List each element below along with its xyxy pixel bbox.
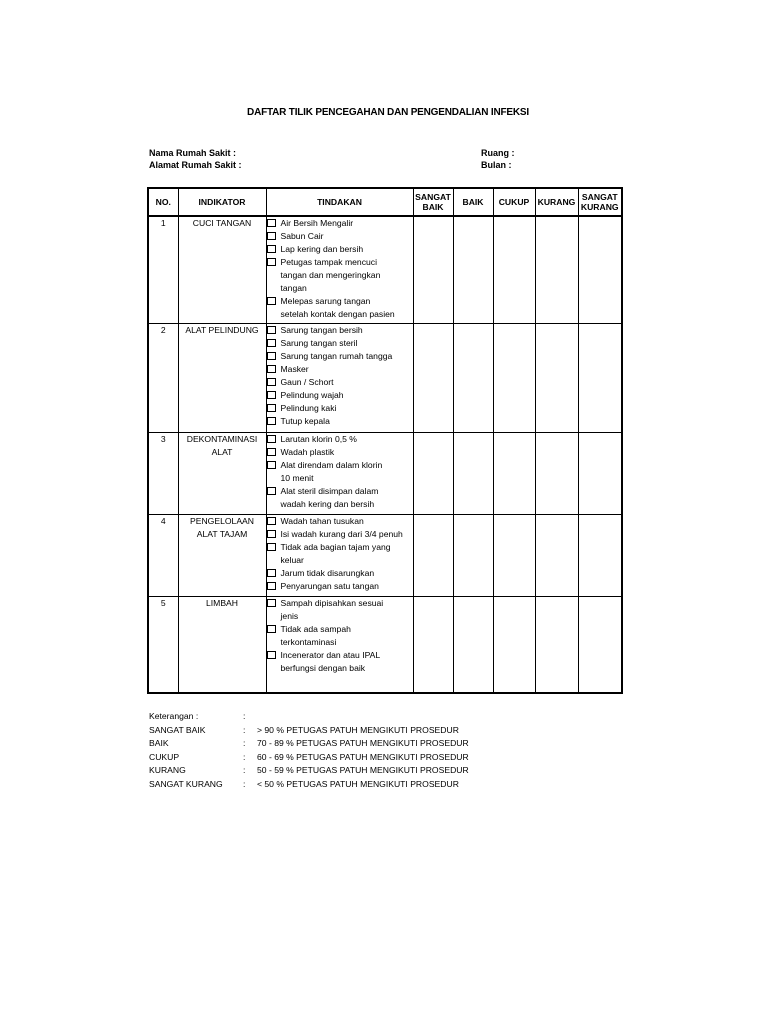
score-cell-kurang[interactable] xyxy=(535,515,578,597)
score-cell-baik[interactable] xyxy=(453,433,493,515)
legend-label: CUKUP xyxy=(149,751,180,762)
tindakan-label: Melepas sarung tangan setelah kontak dengan pasien xyxy=(280,296,395,319)
score-cell-sangat-baik[interactable] xyxy=(413,597,453,694)
score-cell-sangat-kurang[interactable] xyxy=(578,597,622,694)
legend-label: BAIK xyxy=(149,738,169,748)
nama-rumah-sakit-label: Nama Rumah Sakit : xyxy=(149,148,237,158)
legend-colon: : xyxy=(243,738,246,748)
tindakan-label: Gaun / Schort xyxy=(280,377,334,387)
checkbox-icon[interactable] xyxy=(267,517,276,525)
score-cell-cukup[interactable] xyxy=(493,597,535,694)
row-tindakan xyxy=(266,324,413,433)
checkbox-icon[interactable] xyxy=(267,651,276,659)
tindakan-item xyxy=(267,350,413,363)
checkbox-icon[interactable] xyxy=(267,435,276,443)
checkbox-icon[interactable] xyxy=(267,326,276,334)
score-cell-baik[interactable] xyxy=(453,597,493,694)
tindakan-label: Alat direndam dalam klorin 10 menit xyxy=(280,460,383,483)
score-cell-cukup[interactable] xyxy=(493,433,535,515)
row-indikator: DEKONTAMINASI ALAT xyxy=(178,433,266,515)
tindakan-item xyxy=(267,485,413,511)
tindakan-item xyxy=(267,567,413,580)
score-cell-baik[interactable] xyxy=(453,324,493,433)
legend-item xyxy=(149,737,469,751)
checkbox-icon[interactable] xyxy=(267,352,276,360)
tindakan-label: Lap kering dan bersih xyxy=(280,244,364,254)
tindakan-item xyxy=(267,230,413,243)
score-cell-cukup[interactable] xyxy=(493,515,535,597)
legend-item xyxy=(149,751,469,765)
row-tindakan xyxy=(266,597,413,694)
tindakan-item xyxy=(267,256,413,295)
score-cell-sangat-kurang[interactable] xyxy=(578,216,622,324)
ruang-label: Ruang : xyxy=(481,148,515,158)
legend-colon: : xyxy=(243,778,246,789)
score-cell-kurang[interactable] xyxy=(535,597,578,694)
col-header-tindakan: TINDAKAN xyxy=(266,188,413,216)
checkbox-icon[interactable] xyxy=(267,378,276,386)
tindakan-item xyxy=(267,217,413,230)
tindakan-item xyxy=(267,243,413,256)
tindakan-label: Jarum tidak disarungkan xyxy=(280,568,375,578)
tindakan-label: Sabun Cair xyxy=(280,231,324,241)
legend-label: KURANG xyxy=(149,765,186,775)
tindakan-label: Tidak ada bagian tajam yang keluar xyxy=(280,542,391,565)
score-cell-baik[interactable] xyxy=(453,515,493,597)
table-row xyxy=(148,216,622,324)
checkbox-icon[interactable] xyxy=(267,365,276,373)
tindakan-item xyxy=(267,415,413,428)
bulan-label: Bulan : xyxy=(481,160,512,170)
legend-item xyxy=(149,764,469,778)
legend-label: SANGAT KURANG xyxy=(149,778,223,789)
tindakan-item xyxy=(267,446,413,459)
score-cell-sangat-kurang[interactable] xyxy=(578,515,622,597)
tindakan-label: Petugas tampak mencuci tangan dan mengeringkan tangan xyxy=(280,257,381,293)
tindakan-label: Wadah plastik xyxy=(280,447,335,457)
col-header-kurang: KURANG xyxy=(535,188,578,216)
tindakan-label: Alat steril disimpan dalam wadah kering dan bersih xyxy=(280,486,379,509)
tindakan-label: Wadah tahan tusukan xyxy=(280,516,364,526)
tindakan-item xyxy=(267,649,413,675)
tindakan-item xyxy=(267,623,413,649)
checkbox-icon[interactable] xyxy=(267,543,276,551)
checkbox-icon[interactable] xyxy=(267,582,276,590)
legend xyxy=(149,710,469,791)
col-header-baik: BAIK xyxy=(453,188,493,216)
legend-title: Keterangan : xyxy=(149,711,199,721)
checkbox-icon[interactable] xyxy=(267,219,276,227)
score-cell-cukup[interactable] xyxy=(493,324,535,433)
checkbox-icon[interactable] xyxy=(267,625,276,633)
col-header-cukup: CUKUP xyxy=(493,188,535,216)
tindakan-item xyxy=(267,515,413,528)
checkbox-icon[interactable] xyxy=(267,530,276,538)
tindakan-item xyxy=(267,295,413,321)
row-number: 1 xyxy=(148,216,178,324)
legend-item xyxy=(149,778,469,792)
tindakan-label: Isi wadah kurang dari 3/4 penuh xyxy=(280,529,403,539)
tindakan-label: Tidak ada sampah terkontaminasi xyxy=(280,624,351,647)
row-indikator: LIMBAH xyxy=(178,597,266,694)
row-number: 3 xyxy=(148,433,178,515)
score-cell-sangat-baik[interactable] xyxy=(413,216,453,324)
tindakan-item xyxy=(267,459,413,485)
legend-colon: : xyxy=(243,751,246,762)
checkbox-icon[interactable] xyxy=(267,404,276,412)
legend-title-row xyxy=(149,710,469,724)
col-header-sangat-baik: SANGAT BAIK xyxy=(413,188,453,216)
checkbox-icon[interactable] xyxy=(267,599,276,607)
legend-value: 60 - 69 % PETUGAS PATUH MENGIKUTI PROSEDUR xyxy=(257,751,469,762)
checkbox-icon[interactable] xyxy=(267,448,276,456)
table-row xyxy=(148,324,622,433)
tindakan-item xyxy=(267,363,413,376)
legend-item xyxy=(149,724,469,738)
legend-items xyxy=(149,724,469,792)
row-indikator: PENGELOLAAN ALAT TAJAM xyxy=(178,515,266,597)
row-number: 5 xyxy=(148,597,178,694)
tindakan-label: Pelindung kaki xyxy=(280,403,337,413)
checkbox-icon[interactable] xyxy=(267,487,276,495)
score-cell-kurang[interactable] xyxy=(535,324,578,433)
document-title: DAFTAR TILIK PENCEGAHAN DAN PENGENDALIAN INFEKSI xyxy=(247,107,529,118)
header-left xyxy=(149,147,242,171)
row-tindakan xyxy=(266,515,413,597)
tindakan-item xyxy=(267,541,413,567)
header-right xyxy=(481,147,515,171)
score-cell-sangat-kurang[interactable] xyxy=(578,433,622,515)
checkbox-icon[interactable] xyxy=(267,245,276,253)
checkbox-icon[interactable] xyxy=(267,417,276,425)
tindakan-item xyxy=(267,580,413,593)
tindakan-label: Sarung tangan rumah tangga xyxy=(280,351,393,361)
checkbox-icon[interactable] xyxy=(267,391,276,399)
legend-title-colon: : xyxy=(243,711,246,721)
tindakan-item xyxy=(267,433,413,446)
legend-value: < 50 % PETUGAS PATUH MENGIKUTI PROSEDUR xyxy=(257,778,459,789)
checkbox-icon[interactable] xyxy=(267,297,276,305)
table-row xyxy=(148,597,622,694)
tindakan-label: Sampah dipisahkan sesuai jenis xyxy=(280,598,384,621)
tindakan-label: Larutan klorin 0,5 % xyxy=(280,434,357,444)
score-cell-sangat-baik[interactable] xyxy=(413,324,453,433)
tindakan-item xyxy=(267,324,413,337)
tindakan-item xyxy=(267,389,413,402)
checkbox-icon[interactable] xyxy=(267,569,276,577)
score-cell-cukup[interactable] xyxy=(493,216,535,324)
legend-value: 70 - 89 % PETUGAS PATUH MENGIKUTI PROSEDUR xyxy=(257,738,469,748)
checkbox-icon[interactable] xyxy=(267,339,276,347)
legend-colon: : xyxy=(243,724,246,735)
row-number: 2 xyxy=(148,324,178,433)
row-number: 4 xyxy=(148,515,178,597)
tindakan-label: Incenerator dan atau IPAL berfungsi dengan baik xyxy=(280,650,381,673)
alamat-rumah-sakit-label: Alamat Rumah Sakit : xyxy=(149,160,242,170)
col-header-no: NO. xyxy=(148,188,178,216)
legend-value: 50 - 59 % PETUGAS PATUH MENGIKUTI PROSEDUR xyxy=(257,765,469,775)
legend-value: > 90 % PETUGAS PATUH MENGIKUTI PROSEDUR xyxy=(257,724,459,735)
tindakan-label: Air Bersih Mengalir xyxy=(280,218,354,228)
tindakan-label: Masker xyxy=(280,364,309,374)
score-cell-kurang[interactable] xyxy=(535,433,578,515)
tindakan-label: Sarung tangan bersih xyxy=(280,325,363,335)
tindakan-item xyxy=(267,528,413,541)
legend-colon: : xyxy=(243,765,246,775)
table-row xyxy=(148,433,622,515)
tindakan-label: Sarung tangan steril xyxy=(280,338,358,348)
checklist-table xyxy=(147,187,623,694)
row-tindakan xyxy=(266,433,413,515)
score-cell-sangat-baik[interactable] xyxy=(413,433,453,515)
checkbox-icon[interactable] xyxy=(267,232,276,240)
tindakan-item xyxy=(267,597,413,623)
col-header-indikator: INDIKATOR xyxy=(178,188,266,216)
row-tindakan xyxy=(266,216,413,324)
tindakan-label: Tutup kepala xyxy=(280,416,330,426)
table-header-row xyxy=(148,188,622,216)
tindakan-label: Pelindung wajah xyxy=(280,390,344,400)
checkbox-icon[interactable] xyxy=(267,258,276,266)
tindakan-item xyxy=(267,337,413,350)
checkbox-icon[interactable] xyxy=(267,461,276,469)
score-cell-baik[interactable] xyxy=(453,216,493,324)
tindakan-item xyxy=(267,376,413,389)
legend-label: SANGAT BAIK xyxy=(149,724,206,735)
score-cell-sangat-baik[interactable] xyxy=(413,515,453,597)
score-cell-sangat-kurang[interactable] xyxy=(578,324,622,433)
row-indikator: ALAT PELINDUNG xyxy=(178,324,266,433)
score-cell-kurang[interactable] xyxy=(535,216,578,324)
col-header-sangat-kurang: SANGAT KURANG xyxy=(578,188,622,216)
table-row xyxy=(148,515,622,597)
row-indikator: CUCI TANGAN xyxy=(178,216,266,324)
tindakan-label: Penyarungan satu tangan xyxy=(280,581,379,591)
tindakan-item xyxy=(267,402,413,415)
